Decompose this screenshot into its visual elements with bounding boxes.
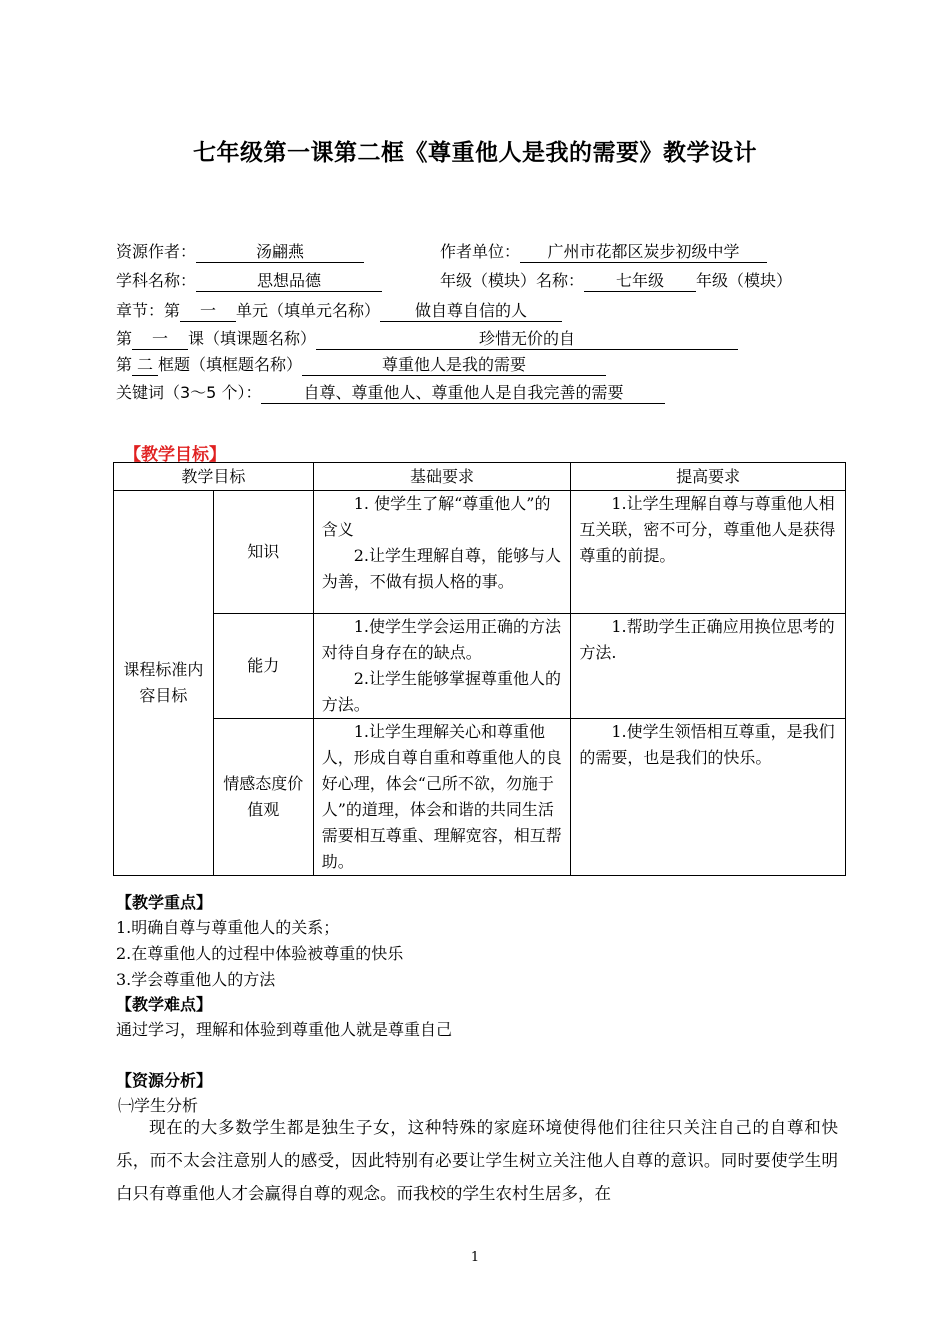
key-point-item: 3.学会尊重他人的方法 (116, 970, 276, 989)
goals-advanced-cell (571, 491, 846, 614)
goals-advanced-item: 1.帮助学生正确应用换位思考的方法. (579, 617, 835, 662)
lesson-label: 课（填课题名称） (188, 329, 317, 348)
keywords-row (116, 382, 665, 404)
frame-label: 框题（填框题名称） (158, 355, 303, 374)
chapter-row (116, 300, 562, 322)
goals-basic-cell (313, 491, 571, 614)
goals-col-header-basic: 基础要求 (313, 463, 571, 491)
goals-row-knowledge (114, 491, 846, 614)
frame-name: 尊重他人是我的需要 (302, 355, 606, 376)
subject-label: 学科名称： (116, 271, 197, 290)
goals-basic-cell (313, 614, 571, 719)
analysis-paragraph: 现在的大多数学生都是独生子女，这种特殊的家庭环境使得他们往往只关注自己的自尊和快乐，而不太会注意别人的感受，因此特别有必要让学生树立关注他人自尊的意识。同时要使学生明白只有尊重他人才会赢得自尊的观念。而我校的学生农村生居多，在 (116, 1118, 838, 1203)
unit-label: 单元（填单元名称） (236, 301, 381, 320)
difficulty-heading: 【教学难点】 (116, 995, 213, 1014)
org-value: 广州市花都区炭步初级中学 (520, 242, 767, 263)
goals-category: 课程标准内容目标 (114, 491, 214, 876)
org-row (440, 241, 767, 263)
document-title: 七年级第一课第二框《尊重他人是我的需要》教学设计 (193, 140, 757, 166)
author-row (116, 241, 364, 263)
lesson-name: 珍惜无价的自 (316, 329, 738, 350)
goals-row-name: 知识 (213, 491, 313, 614)
grade-value: 七年级 (584, 271, 696, 292)
goals-heading: 【教学目标】 (124, 445, 226, 465)
frame-row (116, 354, 606, 376)
lesson-number: 一 (132, 329, 188, 350)
analysis-subheading: ㈠学生分析 (118, 1096, 199, 1115)
goals-basic-item: 2.让学生理解自尊，能够与人为善，不做有损人格的事。 (321, 546, 562, 591)
goals-advanced-item: 1.使学生领悟相互尊重，是我们的需要，也是我们的快乐。 (579, 722, 835, 767)
keywords-label: 关键词（3～5 个）： (116, 383, 262, 402)
difficulty-text: 通过学习，理解和体验到尊重他人就是尊重自己 (116, 1020, 453, 1039)
keywords-value: 自尊、尊重他人、尊重他人是自我完善的需要 (261, 383, 665, 404)
goals-basic-cell (313, 719, 571, 876)
grade-row (440, 270, 792, 292)
goals-basic-item: 1.让学生理解关心和尊重他人，形成自尊自重和尊重他人的良好心理，体会“己所不欲，勿施于人”的道理，体会和谐的共同生活需要相互尊重、理解宽容，相互帮助。 (321, 722, 562, 871)
goals-col-header-goal: 教学目标 (114, 463, 314, 491)
goals-advanced-item: 1.让学生理解自尊与尊重他人相互关联，密不可分，尊重他人是获得尊重的前提。 (579, 494, 836, 565)
grade-suffix: 年级（模块） (696, 271, 793, 290)
goals-basic-item: 1.使学生学会运用正确的方法对待自身存在的缺点。 (321, 617, 562, 662)
author-label: 资源作者： (116, 242, 197, 261)
frame-prefix: 第 (116, 355, 133, 374)
page-number: 1 (470, 1250, 480, 1265)
lesson-prefix: 第 (116, 329, 133, 348)
goals-row-ability (114, 614, 846, 719)
grade-label: 年级（模块）名称： (440, 271, 585, 290)
author-value: 汤翩燕 (196, 242, 364, 263)
org-label: 作者单位： (440, 242, 521, 261)
goals-basic-item: 2.让学生能够掌握尊重他人的方法。 (321, 669, 562, 714)
goals-table (113, 462, 846, 876)
subject-value: 思想品德 (196, 271, 382, 292)
goals-header-row (114, 463, 846, 491)
key-point-item: 1.明确自尊与尊重他人的关系； (116, 918, 340, 937)
key-points-heading: 【教学重点】 (116, 893, 213, 912)
goals-basic-item: 1. 使学生了解“尊重他人”的含义 (321, 494, 551, 539)
key-point-item: 2.在尊重他人的过程中体验被尊重的快乐 (116, 944, 404, 963)
lesson-row (116, 328, 738, 350)
analysis-heading: 【资源分析】 (116, 1071, 213, 1090)
goals-advanced-cell (571, 719, 846, 876)
subject-row (116, 270, 382, 292)
goals-advanced-cell (571, 614, 846, 719)
unit-number: 一 (180, 301, 236, 322)
goals-row-name: 情感态度价值观 (213, 719, 313, 876)
frame-number: 二 (132, 355, 158, 376)
unit-name: 做自尊自信的人 (380, 301, 562, 322)
goals-row-attitude (114, 719, 846, 876)
goals-row-name: 能力 (213, 614, 313, 719)
goals-col-header-advanced: 提高要求 (571, 463, 846, 491)
chapter-prefix: 章节：第 (116, 301, 181, 320)
